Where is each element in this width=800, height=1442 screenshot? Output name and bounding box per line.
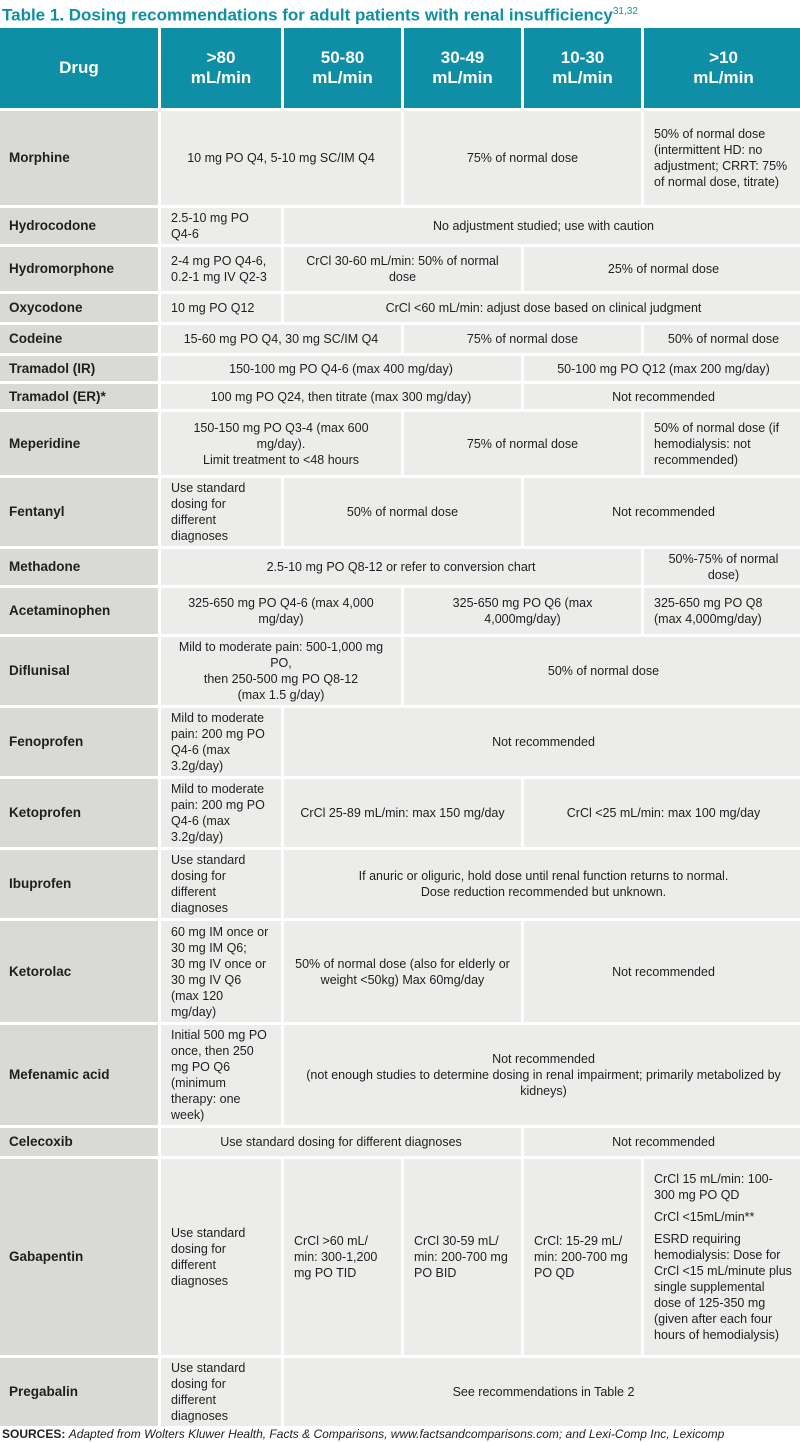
dose-cell: 325-650 mg PO Q4-6 (max 4,000 mg/day) bbox=[161, 588, 401, 634]
dose-cell: 50% of normal dose bbox=[404, 637, 800, 705]
header-col-30-49: 30-49 mL/min bbox=[404, 28, 521, 108]
table-row bbox=[0, 412, 800, 475]
dose-cell: If anuric or oliguric, hold dose until renal function returns to normal. Dose reduction recommended but unknown. bbox=[284, 850, 800, 918]
dose-cell: 75% of normal dose bbox=[404, 111, 641, 205]
dose-cell: Not recommended bbox=[524, 478, 800, 546]
dose-cell: 75% of normal dose bbox=[404, 325, 641, 353]
drug-name: Fenoprofen bbox=[0, 708, 158, 776]
dose-cell: Use standard dosing for different diagnoses bbox=[161, 850, 281, 918]
header-col-gt10: >10 mL/min bbox=[644, 28, 800, 108]
gabapentin-note: ESRD requiring hemodialysis: Dose for CrCl <15 mL/minute plus single supplemental dose of 125-350 mg (given after each four hours of hemodialysis) bbox=[654, 1232, 792, 1342]
dose-cell: 10 mg PO Q12 bbox=[161, 294, 281, 322]
dose-cell: 2-4 mg PO Q4-6, 0.2-1 mg IV Q2-3 bbox=[161, 247, 281, 291]
table-row bbox=[0, 247, 800, 291]
header-col-gt80: >80 mL/min bbox=[161, 28, 281, 108]
dose-cell: Not recommended (not enough studies to determine dosing in renal impairment; primarily metabolized by kidneys) bbox=[284, 1025, 800, 1125]
dose-cell: 25% of normal dose bbox=[524, 247, 800, 291]
table-row bbox=[0, 294, 800, 322]
dose-cell: 325-650 mg PO Q6 (max 4,000mg/day) bbox=[404, 588, 641, 634]
table-row bbox=[0, 478, 800, 546]
header-row bbox=[0, 28, 800, 108]
gabapentin-note: CrCl <15mL/min** bbox=[654, 1210, 755, 1224]
table-row bbox=[0, 1025, 800, 1125]
table-row bbox=[0, 111, 800, 205]
dose-cell: CrCl >60 mL/ min: 300-1,200 mg PO TID bbox=[284, 1159, 401, 1355]
dose-cell: CrCl 25-89 mL/min: max 150 mg/day bbox=[284, 779, 521, 847]
drug-name: Hydrocodone bbox=[0, 208, 158, 244]
dose-cell: 100 mg PO Q24, then titrate (max 300 mg/day) bbox=[161, 384, 521, 409]
drug-name: Fentanyl bbox=[0, 478, 158, 546]
header-drug: Drug bbox=[0, 28, 158, 108]
drug-name: Meperidine bbox=[0, 412, 158, 475]
dose-cell: CrCl 30-60 mL/min: 50% of normal dose bbox=[284, 247, 521, 291]
table-row bbox=[0, 208, 800, 244]
dose-cell: 10 mg PO Q4, 5-10 mg SC/IM Q4 bbox=[161, 111, 401, 205]
header-col-10-30: 10-30 mL/min bbox=[524, 28, 641, 108]
drug-name: Ketorolac bbox=[0, 921, 158, 1022]
drug-name: Ketoprofen bbox=[0, 779, 158, 847]
table-row bbox=[0, 708, 800, 776]
drug-name: Ibuprofen bbox=[0, 850, 158, 918]
table-row bbox=[0, 921, 800, 1022]
dose-cell: Mild to moderate pain: 200 mg PO Q4-6 (max 3.2g/day) bbox=[161, 779, 281, 847]
dose-cell: Initial 500 mg PO once, then 250 mg PO Q6 (minimum therapy: one week) bbox=[161, 1025, 281, 1125]
gabapentin-note: CrCl 15 mL/min: 100-300 mg PO QD bbox=[654, 1172, 773, 1202]
dose-cell: 50% of normal dose (if hemodialysis: not recommended) bbox=[644, 412, 800, 475]
title-superscript: 31,32 bbox=[612, 6, 638, 17]
table-row bbox=[0, 637, 800, 705]
table-row bbox=[0, 384, 800, 409]
drug-name: Oxycodone bbox=[0, 294, 158, 322]
dose-cell: 2.5-10 mg PO Q4-6 bbox=[161, 208, 281, 244]
table-row bbox=[0, 325, 800, 353]
drug-name: Celecoxib bbox=[0, 1128, 158, 1156]
dose-cell: Use standard dosing for different diagnoses bbox=[161, 478, 281, 546]
drug-name: Mefenamic acid bbox=[0, 1025, 158, 1125]
dosing-table bbox=[0, 25, 800, 1429]
table-row bbox=[0, 1159, 800, 1355]
table-row bbox=[0, 1128, 800, 1156]
drug-name: Hydromorphone bbox=[0, 247, 158, 291]
dose-cell: CrCl <25 mL/min: max 100 mg/day bbox=[524, 779, 800, 847]
sources-label: SOURCES: bbox=[2, 1427, 66, 1441]
dose-cell: Not recommended bbox=[524, 921, 800, 1022]
dose-cell: Not recommended bbox=[284, 708, 800, 776]
dose-cell: 50% of normal dose (also for elderly or weight <50kg) Max 60mg/day bbox=[284, 921, 521, 1022]
dose-cell: Use standard dosing for different diagnoses bbox=[161, 1159, 281, 1355]
table-row bbox=[0, 1358, 800, 1426]
dose-cell: 50% of normal dose bbox=[644, 325, 800, 353]
drug-name: Tramadol (ER)* bbox=[0, 384, 158, 409]
table-row bbox=[0, 588, 800, 634]
dose-cell bbox=[644, 1159, 800, 1355]
dose-cell: Mild to moderate pain: 500-1,000 mg PO, then 250-500 mg PO Q8-12 (max 1.5 g/day) bbox=[161, 637, 401, 705]
dose-cell: 50% of normal dose (intermittent HD: no adjustment; CRRT: 75% of normal dose, titrate) bbox=[644, 111, 800, 205]
table-row bbox=[0, 779, 800, 847]
dose-cell: Not recommended bbox=[524, 384, 800, 409]
dose-cell: 75% of normal dose bbox=[404, 412, 641, 475]
dose-cell: 325-650 mg PO Q8 (max 4,000mg/day) bbox=[644, 588, 800, 634]
drug-name: Morphine bbox=[0, 111, 158, 205]
drug-name: Diflunisal bbox=[0, 637, 158, 705]
table-title-text: Table 1. Dosing recommendations for adult patients with renal insufficiency bbox=[2, 5, 613, 25]
dose-cell: 150-100 mg PO Q4-6 (max 400 mg/day) bbox=[161, 356, 521, 381]
dose-cell: Mild to moderate pain: 200 mg PO Q4-6 (max 3.2g/day) bbox=[161, 708, 281, 776]
dose-cell: CrCl <60 mL/min: adjust dose based on clinical judgment bbox=[284, 294, 800, 322]
dose-cell: CrCl 30-59 mL/ min: 200-700 mg PO BID bbox=[404, 1159, 521, 1355]
dose-cell: See recommendations in Table 2 bbox=[284, 1358, 800, 1426]
drug-name: Pregabalin bbox=[0, 1358, 158, 1426]
dose-cell: Not recommended bbox=[524, 1128, 800, 1156]
dose-cell: Use standard dosing for different diagnoses bbox=[161, 1128, 521, 1156]
dose-cell: CrCl: 15-29 mL/ min: 200-700 mg PO QD bbox=[524, 1159, 641, 1355]
drug-name: Gabapentin bbox=[0, 1159, 158, 1355]
drug-name: Methadone bbox=[0, 549, 158, 585]
table-row bbox=[0, 356, 800, 381]
drug-name: Codeine bbox=[0, 325, 158, 353]
table-row bbox=[0, 850, 800, 918]
dose-cell: Use standard dosing for different diagnoses bbox=[161, 1358, 281, 1426]
dose-cell: 150-150 mg PO Q3-4 (max 600 mg/day). Limit treatment to <48 hours bbox=[161, 412, 401, 475]
drug-name: Tramadol (IR) bbox=[0, 356, 158, 381]
dose-cell: 50% of normal dose bbox=[284, 478, 521, 546]
header-col-50-80: 50-80 mL/min bbox=[284, 28, 401, 108]
sources-note bbox=[2, 1427, 724, 1441]
dose-cell: 2.5-10 mg PO Q8-12 or refer to conversion chart bbox=[161, 549, 641, 585]
drug-name: Acetaminophen bbox=[0, 588, 158, 634]
dose-cell: 60 mg IM once or 30 mg IM Q6; 30 mg IV once or 30 mg IV Q6 (max 120 mg/day) bbox=[161, 921, 281, 1022]
dose-cell: No adjustment studied; use with caution bbox=[284, 208, 800, 244]
dose-cell: 50-100 mg PO Q12 (max 200 mg/day) bbox=[524, 356, 800, 381]
sources-text: Adapted from Wolters Kluwer Health, Facts & Comparisons, www.factsandcomparisons.com; and Lexi-Comp Inc, Lexicomp bbox=[68, 1427, 725, 1441]
dose-cell: 50%-75% of normal dose) bbox=[644, 549, 800, 585]
table-title bbox=[0, 0, 800, 28]
table-row bbox=[0, 549, 800, 585]
dose-cell: 15-60 mg PO Q4, 30 mg SC/IM Q4 bbox=[161, 325, 401, 353]
